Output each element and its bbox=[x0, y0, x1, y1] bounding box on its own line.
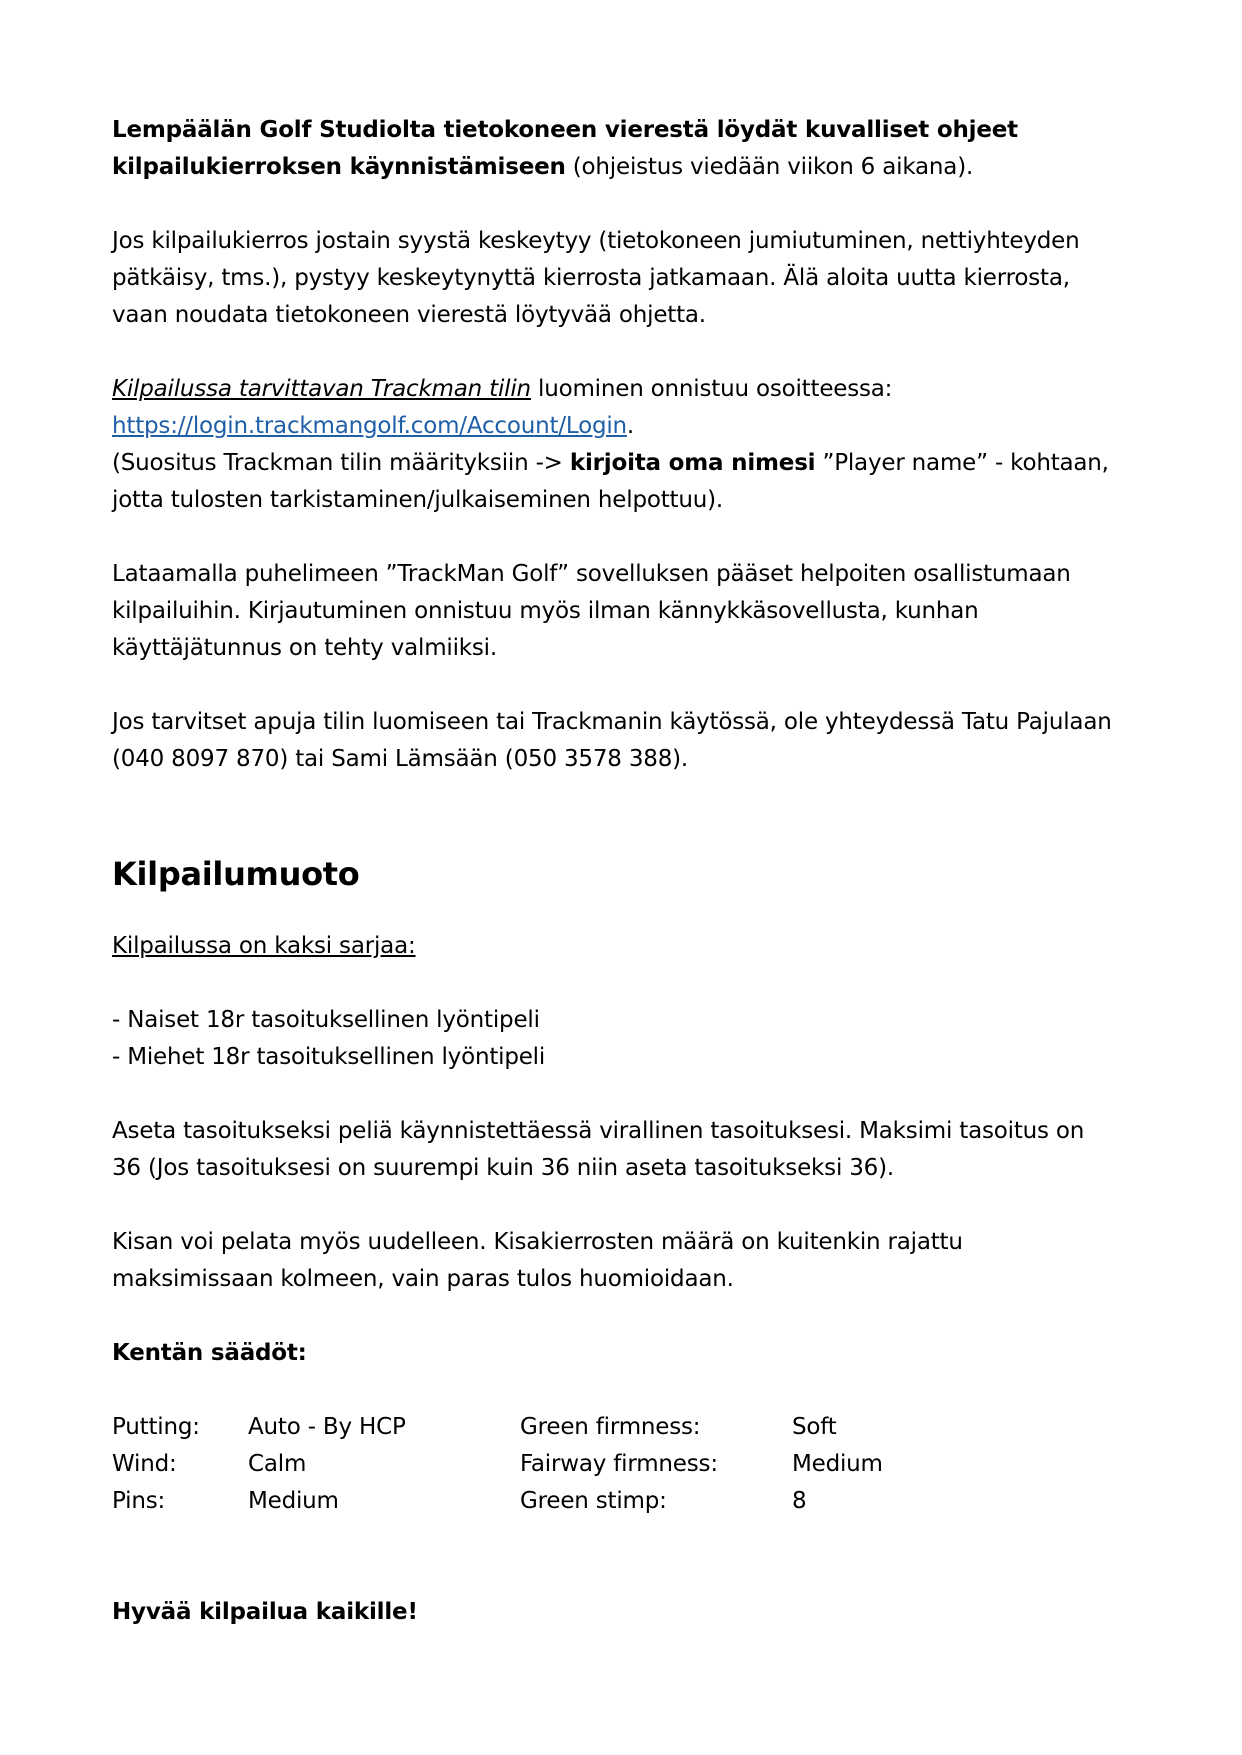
intro-text: (ohjeistus viedään viikon 6 aikana). bbox=[565, 154, 974, 180]
setting-value: Calm bbox=[248, 1451, 307, 1477]
contact-paragraph: Jos tarvitset apuja tilin luomiseen tai Trackmanin käytössä, ole yhteydessä Tatu Pajulaan (040 8097 870) tai Sami Lämsään (050 3578 388). bbox=[112, 709, 1112, 772]
app-paragraph: Lataamalla puhelimeen ”TrackMan Golf” sovelluksen pääset helpoiten osallistumaan kilpailuihin. Kirjautuminen onnistuu myös ilman kännykkäsovellusta, kunhan käyttäjätunnus on tehty valmiiksi. bbox=[112, 561, 1071, 661]
closing-line: Hyvää kilpailua kaikille! bbox=[112, 1599, 418, 1625]
setting-value: Soft bbox=[792, 1414, 837, 1440]
interruption-paragraph: Jos kilpailukierros jostain syystä keskeytyy (tietokoneen jumiutuminen, nettiyhteyden pätkäisy, tms.), pystyy keskeytynyttä kierrosta jatkamaan. Älä aloita uutta kierrosta, vaan noudata tietokoneen vierestä löytyvää ohjetta. bbox=[112, 228, 1080, 328]
recommendation-bold: kirjoita oma nimesi bbox=[569, 450, 816, 476]
format-heading: Kilpailumuoto bbox=[112, 855, 360, 893]
series-list bbox=[112, 1002, 1112, 1076]
recommendation-end: ”Player name” - kohtaan, jotta tulosten tarkistaminen/julkaiseminen helpottuu). bbox=[112, 450, 1109, 513]
setting-label: Wind: bbox=[112, 1451, 177, 1477]
trackman-login-link[interactable]: https://login.trackmangolf.com/Account/Login bbox=[112, 413, 627, 439]
setting-value: Auto - By HCP bbox=[248, 1414, 406, 1440]
document-page bbox=[112, 112, 1112, 1631]
setting-value: Medium bbox=[792, 1451, 883, 1477]
setting-label: Green stimp: bbox=[520, 1488, 667, 1514]
recommendation-start: (Suositus Trackman tilin määrityksiin -> bbox=[112, 450, 570, 476]
trackman-account-line bbox=[112, 371, 1112, 408]
intro-bold-text: Lempäälän Golf Studiolta tietokoneen vierestä löydät kuvalliset ohjeet kilpailukierroksen käynnistämiseen bbox=[112, 117, 1018, 180]
intro-paragraph-1 bbox=[112, 112, 1112, 186]
trackman-account-emphasis: Kilpailussa tarvittavan Trackman tilin bbox=[112, 376, 531, 402]
trackman-account-text: luominen onnistuu osoitteessa: bbox=[530, 376, 893, 402]
setting-value: 8 bbox=[792, 1488, 807, 1514]
setting-value: Medium bbox=[248, 1488, 339, 1514]
link-period: . bbox=[626, 413, 635, 439]
settings-heading: Kentän säädöt: bbox=[112, 1340, 307, 1366]
setting-label: Fairway firmness: bbox=[520, 1451, 718, 1477]
setting-label: Putting: bbox=[112, 1414, 200, 1440]
course-settings-table bbox=[112, 1409, 1112, 1520]
replay-paragraph: Kisan voi pelata myös uudelleen. Kisakierrosten määrä on kuitenkin rajattu maksimissaan kolmeen, vain paras tulos huomioidaan. bbox=[112, 1229, 963, 1292]
handicap-paragraph: Aseta tasoitukseksi peliä käynnistettäessä virallinen tasoituksesi. Maksimi tasoitus on 36 (Jos tasoituksesi on suurempi kuin 36 niin aseta tasoitukseksi 36). bbox=[112, 1118, 1085, 1181]
player-name-recommendation bbox=[112, 445, 1112, 519]
series-item-men: - Miehet 18r tasoituksellinen lyöntipeli bbox=[112, 1044, 546, 1070]
setting-label: Green firmness: bbox=[520, 1414, 701, 1440]
trackman-account-paragraph bbox=[112, 371, 1112, 519]
series-intro: Kilpailussa on kaksi sarjaa: bbox=[112, 933, 416, 959]
series-item-women: - Naiset 18r tasoituksellinen lyöntipeli bbox=[112, 1007, 540, 1033]
trackman-link-line bbox=[112, 408, 1112, 445]
setting-label: Pins: bbox=[112, 1488, 166, 1514]
